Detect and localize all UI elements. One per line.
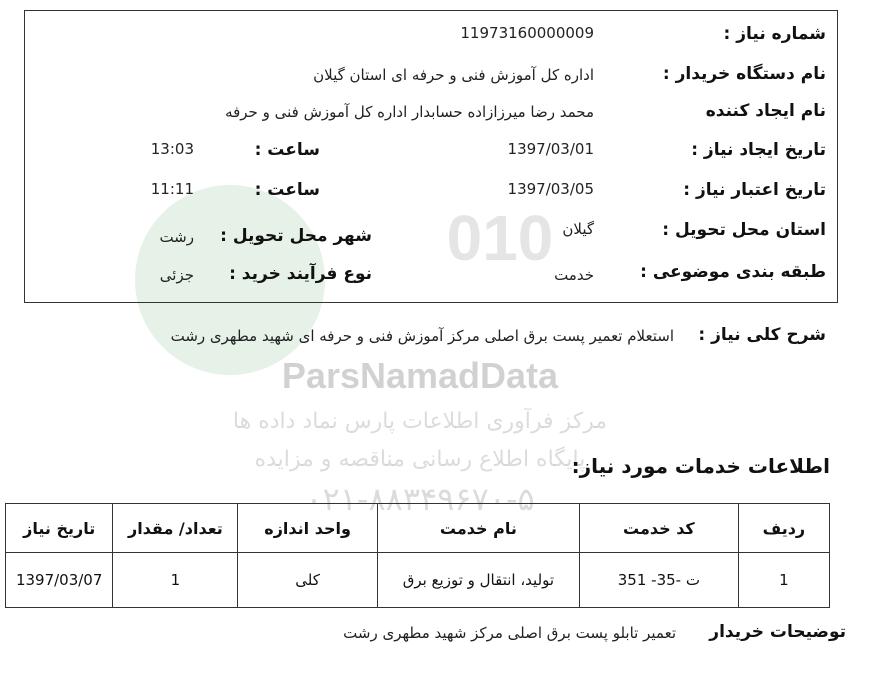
- buyer-device: اداره کل آموزش فنی و حرفه ای استان گیلان: [313, 66, 594, 84]
- purchase-type-label: نوع فرآیند خرید :: [229, 264, 372, 284]
- watermark-line2: پایگاه اطلاع رسانی مناقصه و مزایده: [254, 447, 586, 472]
- cell-service-name: تولید، انتقال و توزیع برق: [377, 553, 579, 608]
- cell-quantity: 1: [113, 553, 238, 608]
- validity-date: 1397/03/05: [507, 180, 594, 198]
- need-number-label: شماره نیاز :: [723, 24, 826, 44]
- table-header-row: [6, 504, 830, 553]
- cell-row-number: 1: [738, 553, 829, 608]
- description-label: شرح کلی نیاز :: [698, 325, 826, 345]
- buyer-device-label: نام دستگاه خریدار :: [662, 64, 826, 84]
- col-row-number: ردیف: [738, 504, 829, 553]
- watermark-line1: مرکز فرآوری اطلاعات پارس نماد داده ها: [232, 409, 608, 434]
- need-number: 11973160000009: [460, 24, 594, 42]
- col-unit: واحد اندازه: [238, 504, 377, 553]
- buyer-notes-label: توضیحات خریدار: [709, 622, 846, 642]
- col-service-name: نام خدمت: [377, 504, 579, 553]
- created-date: 1397/03/01: [507, 140, 594, 158]
- delivery-city: رشت: [159, 228, 194, 246]
- creator-label: نام ایجاد کننده: [705, 101, 826, 121]
- cell-service-code: ت -35- 351: [579, 553, 738, 608]
- validity-date-label: تاریخ اعتبار نیاز :: [683, 180, 826, 200]
- description-text: استعلام تعمیر پست برق اصلی مرکز آموزش فنی و حرفه ای شهید مطهری رشت: [170, 327, 674, 345]
- table-row: [6, 553, 830, 608]
- created-time: 13:03: [150, 140, 194, 158]
- created-date-label: تاریخ ایجاد نیاز :: [691, 140, 826, 160]
- watermark-phone: ۰۲۱-۸۸۳۴۹۶۷۰-۵: [305, 480, 535, 518]
- col-service-code: کد خدمت: [579, 504, 738, 553]
- delivery-province-label: استان محل تحویل :: [662, 220, 826, 240]
- cell-need-date: 1397/03/07: [6, 553, 113, 608]
- delivery-province: گیلان: [562, 220, 594, 238]
- category: خدمت: [554, 266, 594, 284]
- creator: محمد رضا میرزازاده حسابدار اداره کل آموزش فنی و حرفه: [225, 103, 594, 121]
- category-label: طبقه بندی موضوعی :: [640, 262, 826, 282]
- created-time-label: ساعت :: [254, 140, 320, 160]
- col-quantity: تعداد/ مقدار: [113, 504, 238, 553]
- svg-text:010: 010: [446, 202, 554, 274]
- cell-unit: کلی: [238, 553, 377, 608]
- services-table: [5, 503, 830, 608]
- validity-time: 11:11: [150, 180, 194, 198]
- buyer-notes-text: تعمیر تابلو پست برق اصلی مرکز شهید مطهری رشت: [343, 624, 676, 642]
- services-title: اطلاعات خدمات مورد نیاز:: [571, 454, 830, 478]
- col-need-date: تاریخ نیاز: [6, 504, 113, 553]
- delivery-city-label: شهر محل تحویل :: [220, 226, 372, 246]
- validity-time-label: ساعت :: [254, 180, 320, 200]
- purchase-type: جزئی: [159, 266, 194, 284]
- watermark-brand: ParsNamadData: [281, 355, 559, 396]
